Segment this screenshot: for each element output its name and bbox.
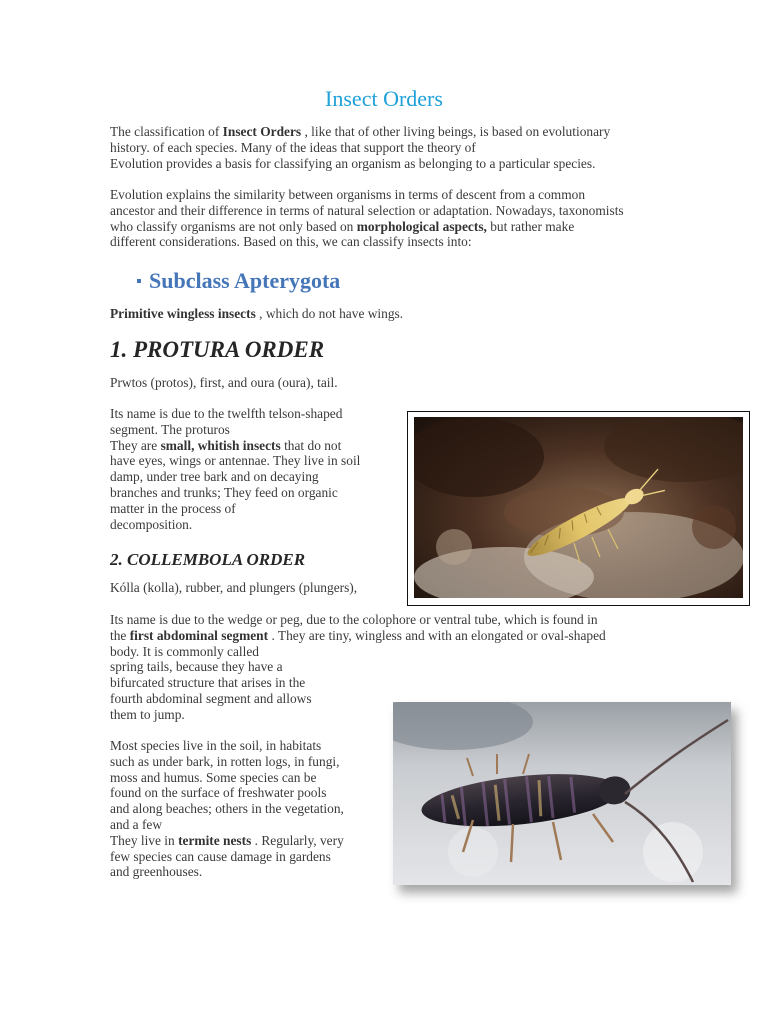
collembola-etymology: Kólla (kolla), rubber, and plungers (plungers), [110, 580, 358, 595]
subclass-description: Primitive wingless insects , which do not have wings. [110, 306, 404, 321]
bullet-icon [137, 279, 141, 283]
intro-paragraph: The classification of Insect Orders , like that of other living beings, is based on evolutionary history. of each species. Many of the ideas that support the theory of Evolution provides a basis for classifying an organism as belonging to a particular species. [110, 124, 611, 171]
page-title: Insect Orders [325, 86, 443, 111]
collembola-photo [393, 702, 731, 885]
evolution-paragraph: Evolution explains the similarity between organisms in terms of descent from a common ancestor and their difference in terms of natural selection or adaptation. Nowadays, taxonomists who classify organisms are not only based on morphological aspects, but rather make different considerations. Based on this, we can classify insects into: [110, 187, 624, 250]
protura-heading: 1. PROTURA ORDER [110, 337, 325, 362]
collembola-paragraph-2: Most species live in the soil, in habitats such as under bark, in rotten logs, in fungi, moss and humus. Some species can be found on the surface of freshwater pools and along beaches; others in the vegetation, and a few They live in termite nests . Regularly, very few species can cause damage in gardens and greenhouses. [110, 738, 344, 880]
protura-insect-image [414, 417, 743, 598]
protura-photo [407, 411, 750, 606]
collembola-heading: 2. COLLEMBOLA ORDER [110, 550, 306, 569]
collembola-paragraph-1: Its name is due to the wedge or peg, due to the colophore or ventral tube, which is found in the first abdominal segment . They are tiny, wingless and with an elongated or oval-shaped body. It is commonly called spring tails, because they have a bifurcated structure that arises in the fourth abdominal segment and allows them to jump. [110, 612, 606, 722]
collembola-insect-image [393, 702, 731, 885]
subclass-heading: Subclass Apterygota [137, 268, 340, 294]
protura-etymology: Prwtos (protos), first, and oura (oura), tail. [110, 375, 338, 390]
protura-paragraph: Its name is due to the twelfth telson-shaped segment. The proturos They are small, whitish insects that do not have eyes, wings or antennae. They live in soil damp, under tree bark and on decaying branches and trunks; They feed on organic matter in the process of decomposition. [110, 406, 361, 532]
